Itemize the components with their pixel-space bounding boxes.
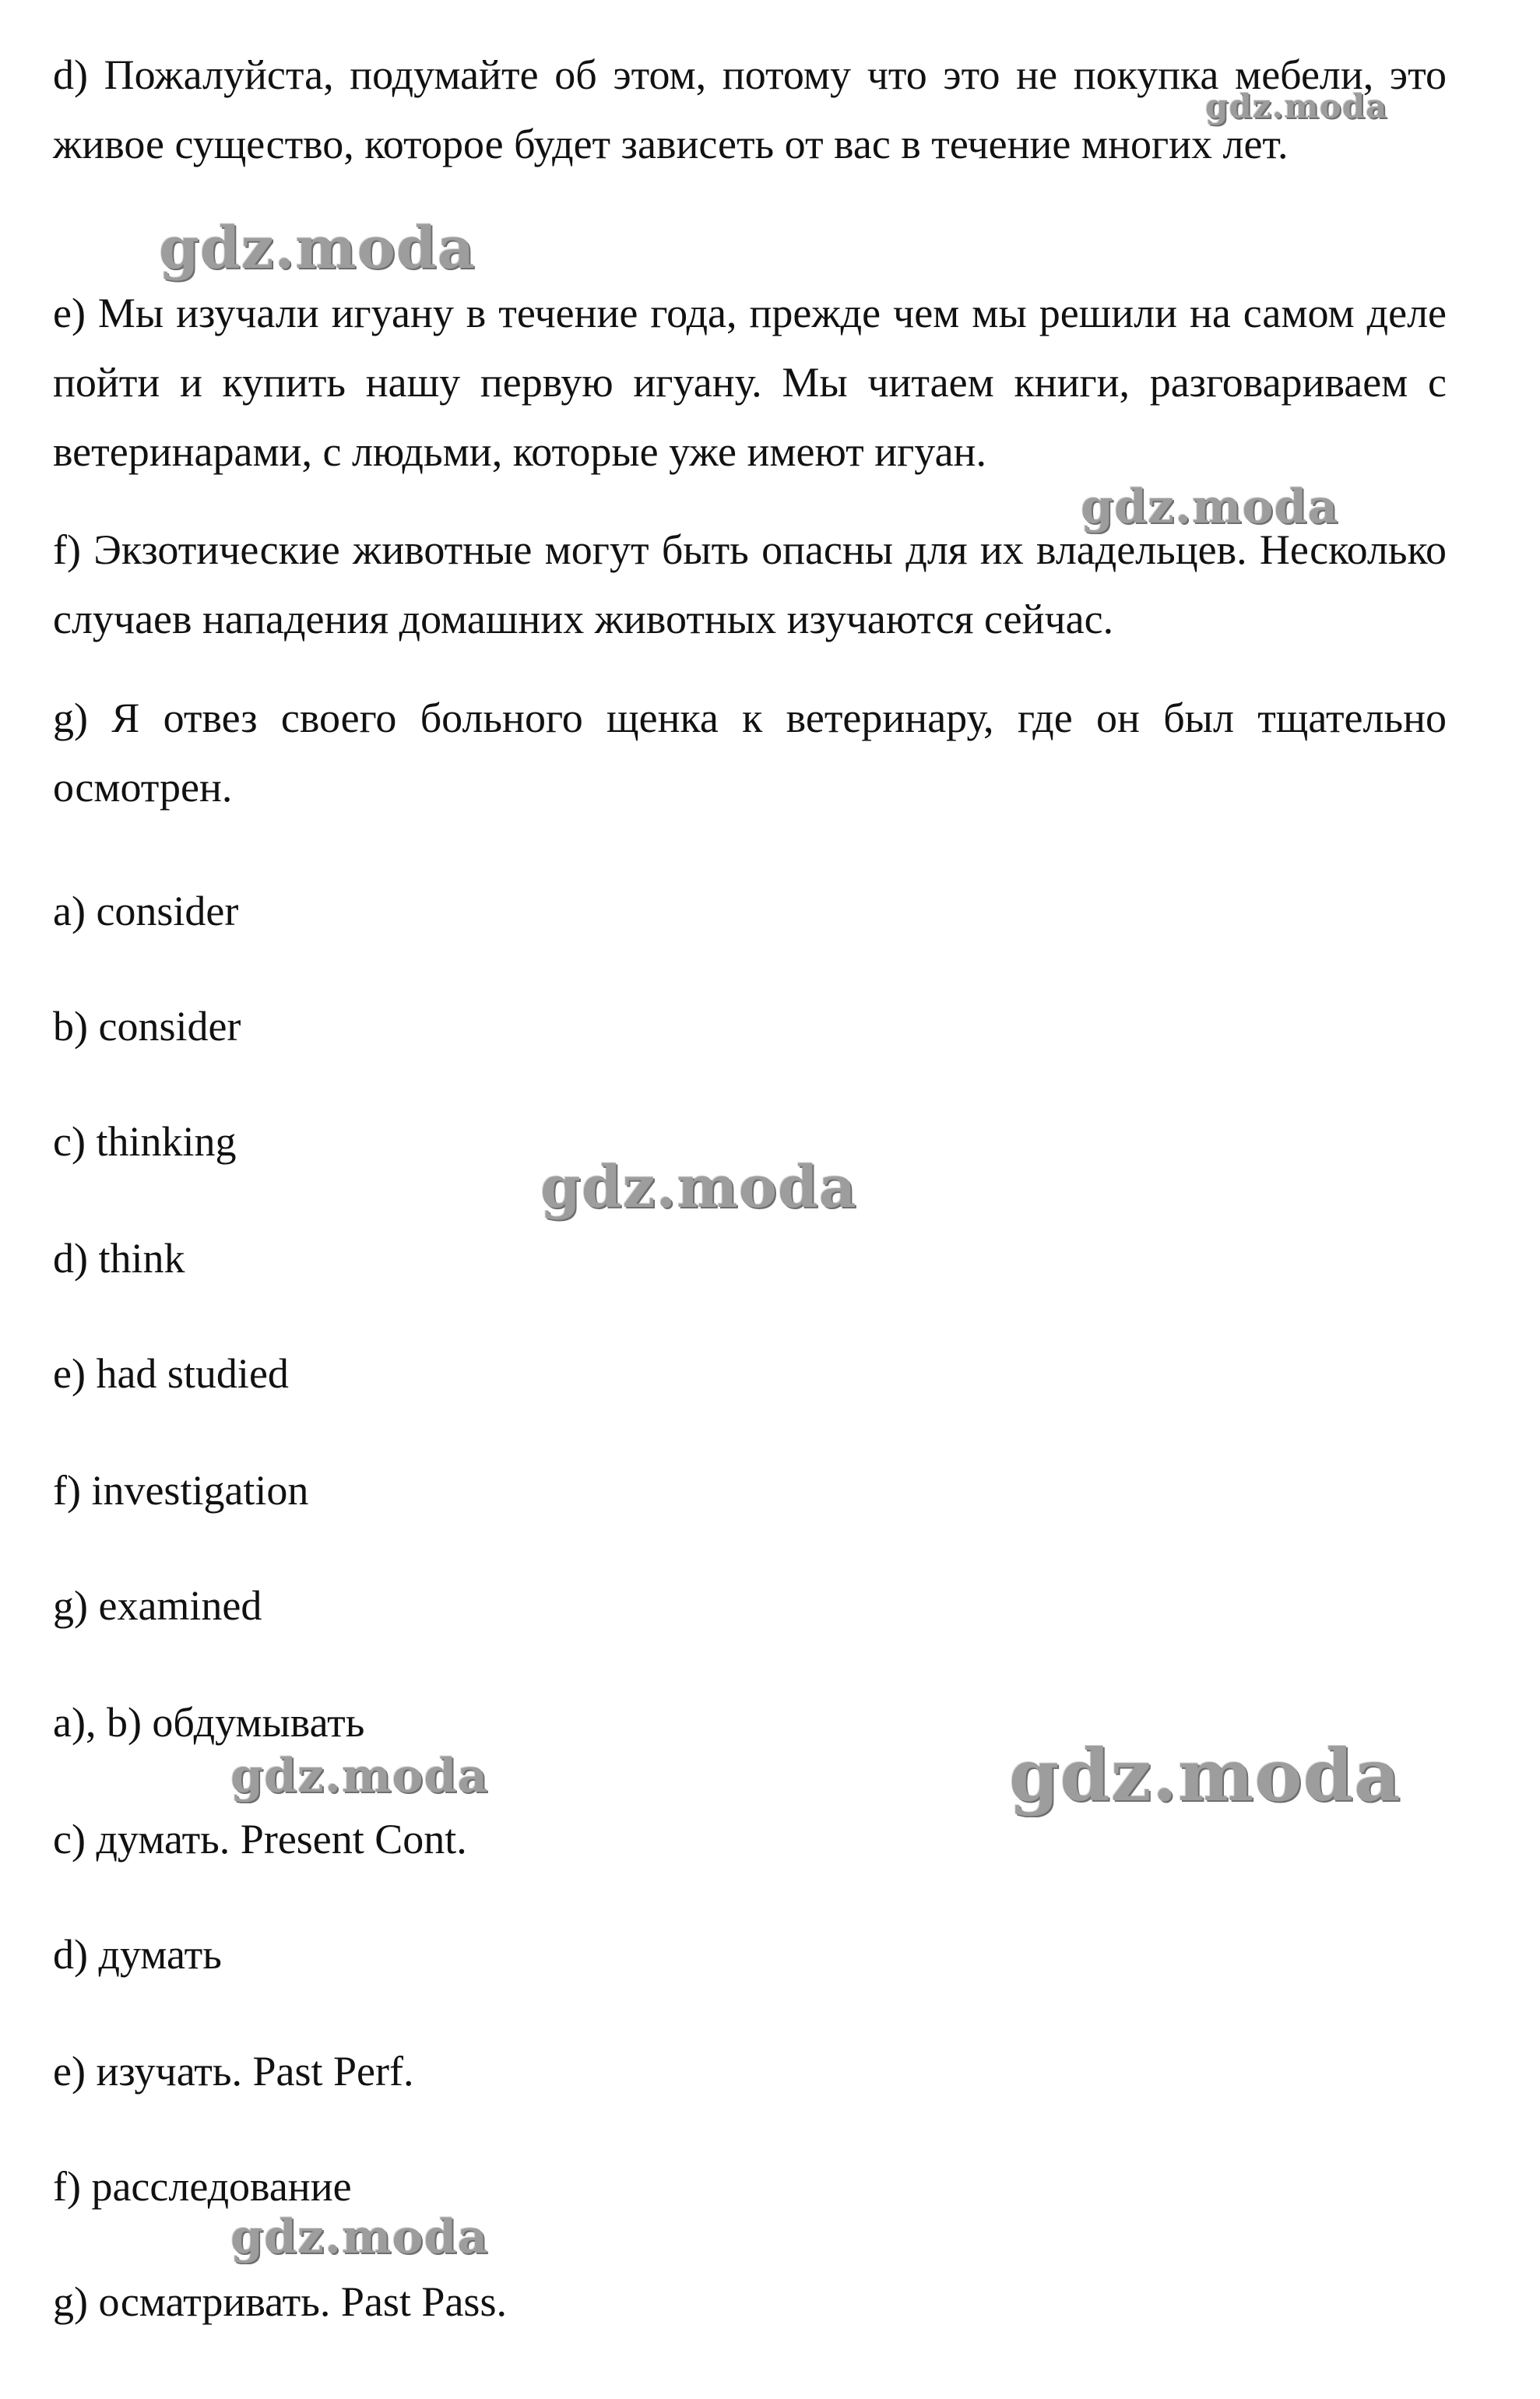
translation-f: f) Экзотические животные могут быть опасны для их владельцев. Несколько случаев нападения домашних животных изучаются сейчас. <box>53 526 1447 642</box>
note-item: f) расследование <box>53 2163 352 2210</box>
note-item: d) думать <box>53 1931 222 1978</box>
note-item: g) осматривать. Past Pass. <box>53 2278 507 2325</box>
watermark-logo: gdz.moda <box>1009 1733 1401 1817</box>
watermark-logo: gdz.moda <box>159 215 476 282</box>
watermark-logo: gdz.moda <box>230 2210 489 2264</box>
note-item: e) изучать. Past Perf. <box>53 2048 414 2095</box>
answer-item: f) investigation <box>53 1467 309 1514</box>
answer-item: a) consider <box>53 888 239 934</box>
watermark-logo: gdz.moda <box>230 1749 489 1803</box>
answer-item: d) think <box>53 1235 185 1282</box>
watermark-logo: gdz.moda <box>540 1154 857 1221</box>
answer-item: e) had studied <box>53 1350 289 1397</box>
answer-item: c) thinking <box>53 1118 237 1165</box>
watermark-logo: gdz.moda <box>1081 480 1339 534</box>
note-item: c) думать. Present Cont. <box>53 1816 467 1863</box>
watermark-logo: gdz.moda <box>1205 87 1388 125</box>
note-item: a), b) обдумывать <box>53 1699 365 1746</box>
translation-e: e) Мы изучали игуану в течение года, прежде чем мы решили на самом деле пойти и купить нашу первую игуану. Мы читаем книги, разговариваем с ветеринарами, с людьми, которые уже имеют игуан. <box>53 290 1447 475</box>
translation-g: g) Я отвез своего больного щенка к ветеринару, где он был тщательно осмотрен. <box>53 695 1447 811</box>
answer-item: g) examined <box>53 1582 262 1629</box>
answer-item: b) consider <box>53 1003 241 1050</box>
translation-d: d) Пожалуйста, подумайте об этом, потому что это не покупка мебели, это живое существо, которое будет зависеть от вас в течение многих лет. <box>53 51 1447 167</box>
